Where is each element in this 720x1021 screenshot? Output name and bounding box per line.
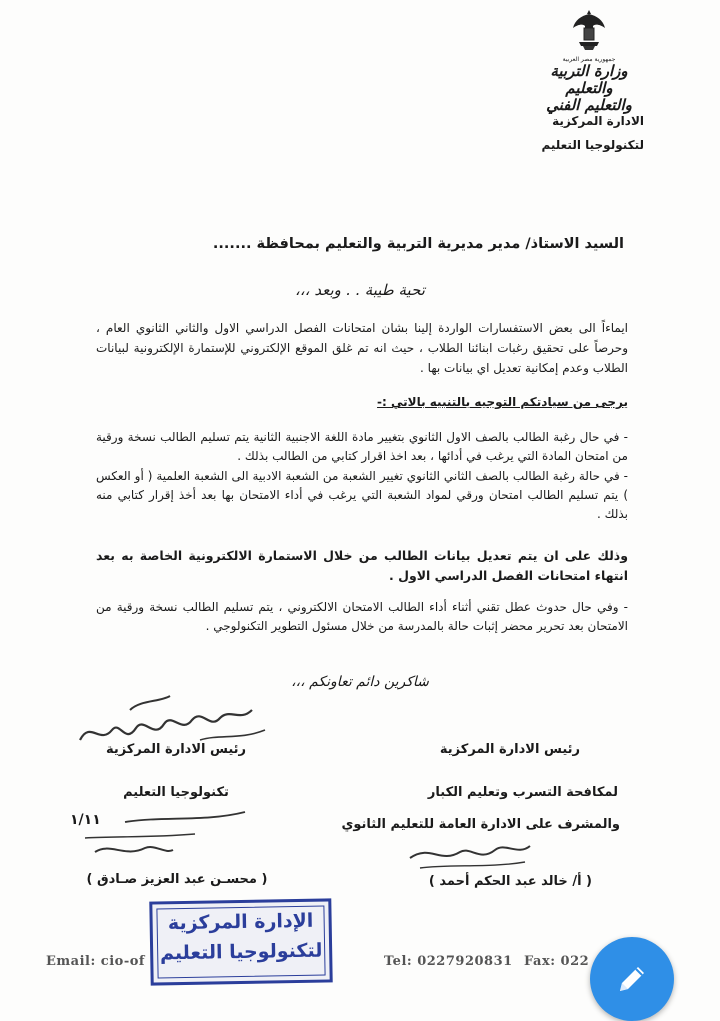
ministry-header — [534, 8, 644, 114]
bullet-item-1: - في حال رغبة الطالب بالصف الاول الثانوي بتغيير مادة اللغة الاجنبية الثانية يتم تسليم الطالب نسخة ورقية من امتحان المادة التي يرغب في أدائها ، بعد اخذ اقرار كتابي من الطالب بذلك . — [96, 430, 628, 463]
department-line-1: الادارة المركزية — [552, 114, 644, 128]
country-name: جمهورية مصر العربية — [562, 56, 616, 63]
closing-line: شاكرين دائم تعاونكم ،،، — [291, 674, 429, 690]
edit-fab-button[interactable] — [590, 937, 674, 1021]
handwritten-signature-right — [400, 834, 540, 874]
left-signatory-department: تكنولوجيا التعليم — [123, 785, 229, 800]
greeting: تحية طيبة . . وبعد ،،، — [295, 281, 425, 299]
footer-telephone: Tel: 0227920831 — [384, 954, 513, 969]
footer-fax: Fax: 022 — [524, 954, 590, 969]
right-signatory-title: رئيس الادارة المركزية — [439, 742, 580, 757]
bullet-item-3: - وفي حال حدوث عطل تقني أثناء أداء الطالب الامتحان الالكتروني ، يتم تسليم الطالب نسخة ورقية من الامتحان بعد تحرير محضر إثبات حالة بالمدرسة من خلال مسئول التطوير التكنولوجي . — [96, 600, 628, 633]
right-signatory-department: لمكافحة التسرب وتعليم الكبار — [427, 785, 618, 800]
pencil-icon — [614, 961, 650, 997]
request-line — [96, 392, 628, 412]
left-signatory-title: رئيس الادارة المركزية — [105, 742, 247, 757]
department-line-2: لتكنولوجيا التعليم — [541, 138, 644, 152]
intro-paragraph: ايماءاً الى بعض الاستفسارات الواردة إلينا بشان امتحانات الفصل الدراسي الاول والثاني الثانوي العام ، وحرصاً على تحقيق رغبات ابنائنا الطلاب ، حيث انه تم غلق الموقع الإلكتروني للإستمارة الإلكترونية لبيانات الطلاب وعدم إمكانية تعديل اي بيانات بها . — [96, 321, 628, 375]
official-stamp — [149, 898, 332, 985]
note-paragraph: وذلك على ان يتم تعديل بيانات الطالب من خلال الاستمارة الالكترونية الخاصة به بعد انتهاء امتحانات الفصل الدراسي الاول . — [96, 548, 628, 583]
eagle-emblem-icon — [571, 8, 607, 52]
handwritten-initials-left — [55, 808, 255, 878]
stamp-line-1: الإدارة المركزية — [167, 909, 314, 935]
right-signatory-supervision: والمشرف على الادارة العامة للتعليم الثانوي — [341, 817, 620, 832]
stamp-line-2: لتكنولوجيا التعليم — [159, 939, 323, 965]
request-line-text: يرجى من سيادتكم التوجيه بالتنبيه بالاتي :- — [377, 395, 628, 409]
bullet-item-2: - في حالة رغبة الطالب بالصف الثاني الثانوي تغيير الشعبة من الشعبة الادبية الى الشعبة العلمية ( أو العكس ) يتم تسليم الطالب امتحان ورقي لمواد الشعبة التي يرغب في أداء الامتحان بها بعد أخذ إقرار كتابي منه بذلك . — [96, 469, 628, 521]
right-signatory-name: ( أ/ خالد عبد الحكم أحمد ) — [428, 874, 592, 889]
left-handwritten-date: ١/١١ — [70, 812, 101, 828]
addressee: السيد الاستاذ/ مدير مديرية التربية والتعليم بمحافظة ....... — [212, 236, 624, 252]
ministry-subname: والتعليم الفني — [546, 96, 632, 114]
left-signatory-name: ( محسـن عبد العزيز صـادق ) — [86, 872, 268, 887]
footer-email: Email: cio-of — [46, 954, 145, 969]
ministry-name: وزارة التربية والتعليم — [550, 62, 628, 97]
